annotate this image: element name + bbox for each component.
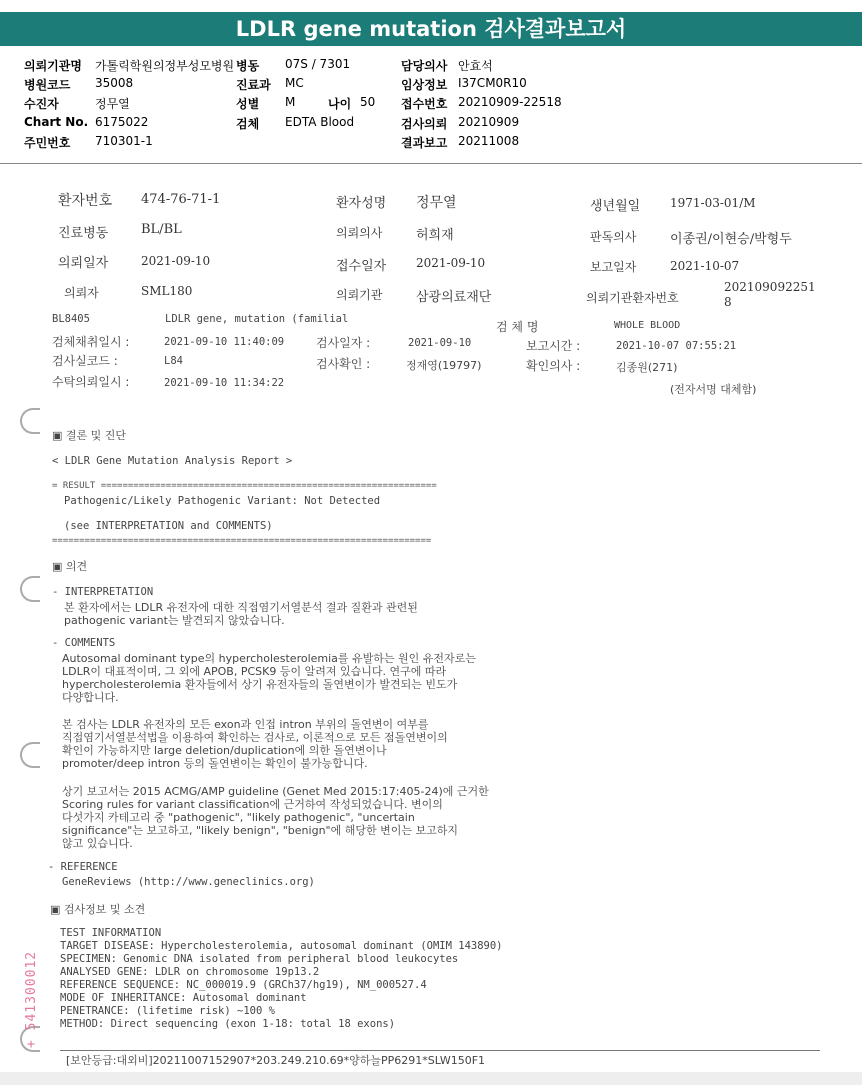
test-code: BL8405 [52,313,90,325]
reading-doctor: 이종권/이현승/박형두 [670,232,792,247]
test-info-line: METHOD: Direct sequencing (exon 1-18: total 18 exons) [60,1018,396,1030]
header-value: M [285,95,296,109]
interpretation-line-1: 본 환자에서는 LDLR 유전자에 대한 직접염기서열분석 결과 질환과 관련된 [64,601,418,614]
reference-head: - REFERENCE [48,861,118,873]
inst-pt-no-1: 202109092251 [724,280,816,294]
separator-rule: ====================================================================== [52,536,432,546]
header-label: 수진자 [24,97,59,111]
specimen: WHOLE BLOOD [614,320,681,331]
recv-date: 2021-09-10 [416,256,486,270]
header-value: MC [285,76,304,90]
consign-label: 수탁의뢰일시 : [52,375,130,389]
inst-pt-no-label: 의뢰기관환자번호 [586,291,679,305]
reference-line: GeneReviews (http://www.geneclinics.org) [62,876,315,888]
report-time: 2021-10-07 07:55:21 [616,340,737,352]
test-info-line: MODE OF INHERITANCE: Autosomal dominant [60,992,307,1004]
header-label: 임상정보 [401,78,448,92]
report-date-label: 보고일자 [590,260,637,274]
comment-line: 다섯가지 카테고리 중 "pathogenic", "likely pathogenic", "uncertain [62,811,415,824]
report-date: 2021-10-07 [670,259,740,273]
comment-line: Autosomal dominant type의 hypercholesterolemia를 유발하는 원인 유전자로는 [62,652,476,665]
header-value: I37CM0R10 [458,76,527,90]
inspect-date: 2021-09-10 [408,337,472,349]
patient-no: 474-76-71-1 [141,192,221,207]
comment-line: Scoring rules for variant classification에 근거하여 작성되었습니다. 변이의 [62,798,443,811]
dob-label: 생년월일 [590,199,641,214]
comment-line: significance"는 보고하고, "likely benign", "benign"에 해당한 변이는 보고하지 [62,824,458,837]
header-value: 정무열 [95,97,130,111]
req-date-label: 의뢰일자 [58,256,109,271]
result-value: Pathogenic/Likely Pathogenic Variant: Not Detected [64,495,381,507]
header-label: 접수번호 [401,97,448,111]
room-label: 검사실코드 : [52,354,118,368]
report-title: LDLR gene mutation 검사결과보고서 [0,12,862,46]
specimen-label: 검 체 명 [496,320,539,334]
patient-name: 정무열 [416,195,457,211]
header-label: Chart No. [24,115,89,129]
req-inst: 삼광의료재단 [416,290,492,305]
binder-hole [20,576,40,602]
age-value: 50 [360,95,376,109]
header-value: 710301-1 [95,134,153,148]
header-label: 담당의사 [401,59,448,73]
binder-hole [20,742,40,768]
recv-date-label: 접수일자 [336,259,387,274]
header-label: 주민번호 [24,136,71,150]
comment-line: 않고 있습니다. [62,837,133,850]
req-inst-label: 의뢰기관 [336,288,383,302]
comment-line: 확인이 가능하지만 large deletion/duplication에 의한 돌연변이나 [62,744,387,757]
test-info-head: TEST INFORMATION [60,927,162,939]
report-time-label: 보고시간 : [526,339,581,353]
header-label: 병원코드 [24,78,71,92]
requester: SML180 [141,284,193,298]
page-bottom-bar [0,1072,862,1085]
header-value: 6175022 [95,115,149,129]
result-rule: = RESULT ============================================================== [52,481,437,491]
section-test-info: ▣ 검사정보 및 소견 [50,903,146,916]
see-note: (see INTERPRETATION and COMMENTS) [64,520,273,532]
inspect-date-label: 검사일자 : [316,336,371,350]
header-label: 결과보고 [401,136,448,150]
header-value: 20211008 [458,134,520,148]
req-doctor: 허희재 [416,228,454,243]
header-value: 20210909-22518 [458,95,562,109]
test-name: LDLR gene, mutation (familial [165,313,349,325]
interpretation-head: - INTERPRETATION [52,586,154,598]
header-label: 성별 [236,97,260,111]
comments-head: - COMMENTS [52,637,116,649]
patient-no-label: 환자번호 [58,193,113,209]
header-value: 20210909 [458,115,520,129]
confirm-doc: 김종원(271) [616,361,678,374]
age-label: 나이 [328,97,352,111]
test-info-line: REFERENCE SEQUENCE: NC_000019.9 (GRCh37/hg19), NM_000527.4 [60,979,427,991]
comment-line: 직접염기서열분석법을 이용하여 확인하는 검사로, 이론적으로 모든 점돌연변이의 [62,731,448,744]
header-value: 07S / 7301 [285,57,351,71]
section-conclusion: ▣ 결론 및 진단 [52,429,127,442]
test-info-line: ANALYSED GENE: LDLR on chromosome 19p13.2 [60,966,320,978]
confirm-label: 검사확인 : [316,357,371,371]
comment-line: hypercholesterolemia 환자들에서 상기 유전자들의 돌연변이가 발견되는 빈도가 [62,678,458,691]
binder-hole [20,408,40,434]
req-doctor-label: 의뢰의사 [336,226,383,240]
header-value: EDTA Blood [285,115,355,129]
collect-label: 검체채취일시 : [52,335,130,349]
security-footer: [보안등급:대외비]20211007152907*203.249.210.69*양하늘PP6291*SLW150F1 [66,1054,486,1067]
interpretation-line-2: pathogenic variant는 발견되지 않았습니다. [64,614,285,627]
test-info-line: TARGET DISEASE: Hypercholesterolemia, autosomal dominant (OMIM 143890) [60,940,503,952]
test-info-line: PENETRANCE: (lifetime risk) ~100 % [60,1005,275,1017]
confirm-doc-label: 확인의사 : [526,359,581,373]
test-info-line: SPECIMEN: Genomic DNA isolated from peripheral blood leukocytes [60,953,459,965]
header-divider [0,163,862,164]
confirm: 정재영(19797) [406,359,482,372]
footer-rule [60,1050,820,1051]
ward: BL/BL [141,222,182,237]
header-label: 의뢰기관명 [24,59,82,73]
collect: 2021-09-10 11:40:09 [164,336,285,348]
comment-line: 상기 보고서는 2015 ACMG/AMP guideline (Genet Med 2015:17:405-24)에 근거한 [62,785,489,798]
header-value: 가톨릭학원의정부성모병원 [95,59,235,73]
header-value: 35008 [95,76,134,90]
patient-name-label: 환자성명 [336,196,387,211]
comment-line: 본 검사는 LDLR 유전자의 모든 exon과 인접 intron 부위의 돌연변이 여부를 [62,718,429,731]
req-date: 2021-09-10 [141,254,211,268]
requester-label: 의뢰자 [64,286,99,300]
header-label: 검체 [236,117,260,131]
serial-stamp: + 541300012 [24,950,39,1048]
comment-line: LDLR이 대표적이며, 그 외에 APOB, PCSK9 등이 알려져 있습니다. 연구에 따라 [62,665,447,678]
comment-line: promoter/deep intron 등의 돌연변이는 확인이 불가능합니다. [62,757,368,770]
room: L84 [164,355,183,367]
header-label: 병동 [236,59,260,73]
header-label: 진료과 [236,78,271,92]
reading-doctor-label: 판독의사 [590,230,637,244]
analysis-report-title: < LDLR Gene Mutation Analysis Report > [52,455,293,467]
header-label: 검사의뢰 [401,117,448,131]
consign: 2021-09-10 11:34:22 [164,377,285,389]
ward-label: 진료병동 [58,226,109,241]
inst-pt-no-2: 8 [724,295,732,309]
dob: 1971-03-01/M [670,196,756,210]
comment-line: 다양합니다. [62,691,119,704]
header-value: 안효석 [458,59,493,73]
esign-note: (전자서명 대체함) [670,383,757,396]
section-opinion: ▣ 의견 [52,560,88,573]
